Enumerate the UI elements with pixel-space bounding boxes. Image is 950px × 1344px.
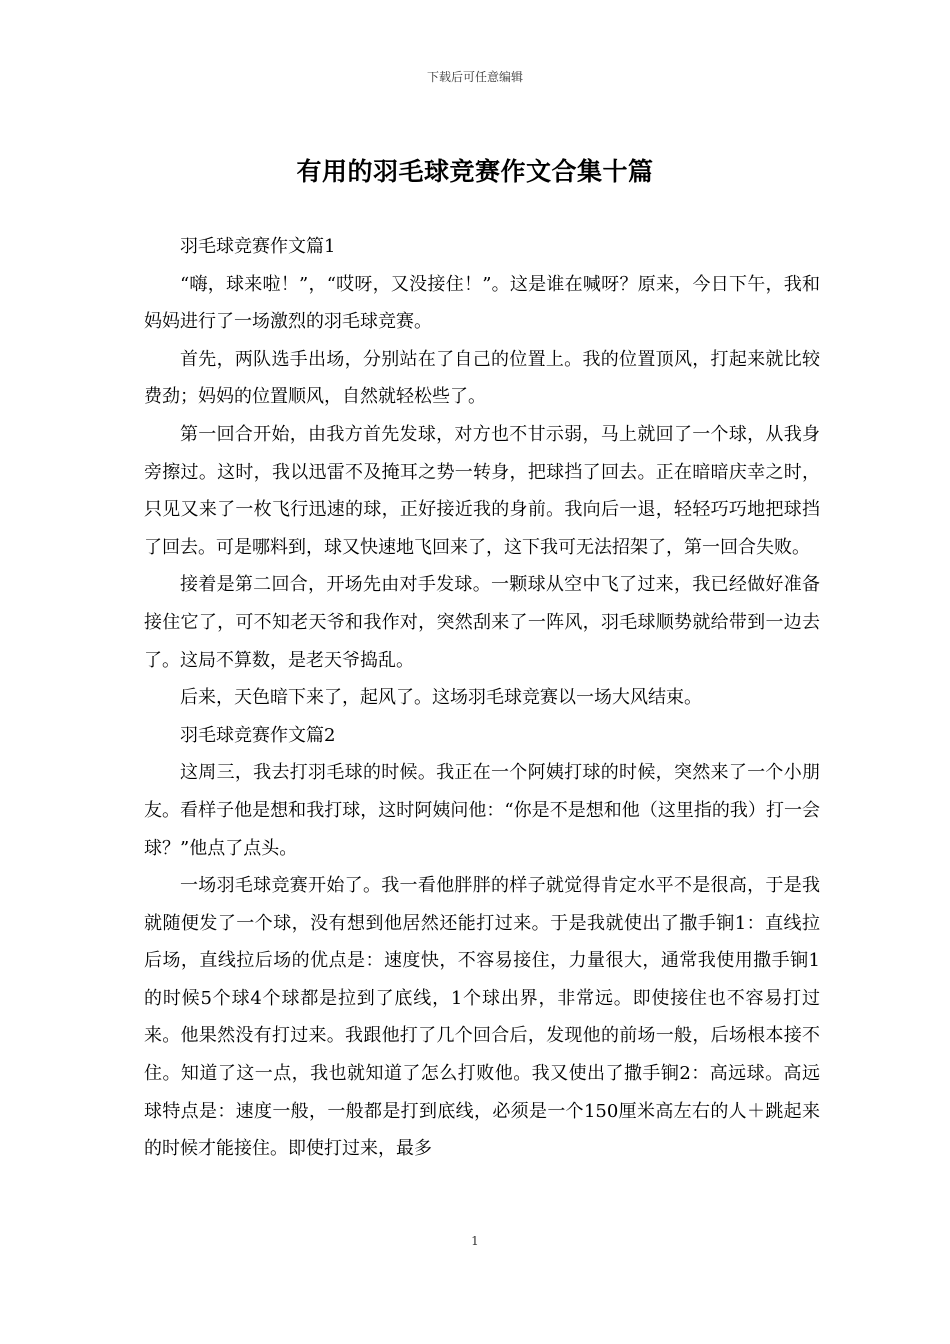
body-paragraph: “嗨，球来啦！”，“哎呀，又没接住！”。这是谁在喊呀？原来，今日下午，我和妈妈进行了一场激烈的羽毛球竞赛。 bbox=[144, 273, 820, 333]
section-heading: 羽毛球竞赛作文篇1 bbox=[180, 236, 336, 257]
body-paragraph: 接着是第二回合，开场先由对手发球。一颗球从空中飞了过来，我已经做好准备接住它了，可不知老天爷和我作对，突然刮来了一阵风，羽毛球顺势就给带到一边去了。这局不算数，是老天爷捣乱。 bbox=[144, 574, 820, 671]
header-note: 下载后可任意编辑 bbox=[426, 70, 523, 84]
document-body bbox=[144, 228, 820, 1168]
section-heading: 羽毛球竞赛作文篇2 bbox=[180, 724, 336, 746]
body-paragraph: 首先，两队选手出场，分别站在了自己的位置上。我的位置顶风，打起来就比较费劲；妈妈的位置顺风，自然就轻松些了。 bbox=[144, 348, 820, 408]
body-paragraph: 一场羽毛球竞赛开始了。我一看他胖胖的样子就觉得肯定水平不是很高，于是我就随便发了一个球，没有想到他居然还能打过来。于是我就使出了撒手锏1：直线拉后场，直线拉后场的优点是：速度快，不容易接住，力量很大，通常我使用撒手锏1的时候5个球4个球都是拉到了底线，1个球出界，非常远。即使接住也不容易打过来。他果然没有打过来。我跟他打了几个回合后，发现他的前场一般，后场根本接不住。知道了这一点，我也就知道了怎么打败他。我又使出了撒手锏2：高远球。高远球特点是：速度一般，一般都是打到底线，必须是一个150厘米高左右的人＋跳起来的时候才能接住。即使打过来，最多 bbox=[144, 875, 820, 1160]
body-paragraph: 后来，天色暗下来了，起风了。这场羽毛球竞赛以一场大风结束。 bbox=[180, 687, 702, 709]
body-paragraph: 第一回合开始，由我方首先发球，对方也不甘示弱，马上就回了一个球，从我身旁擦过。这时，我以迅雷不及掩耳之势一转身，把球挡了回去。正在暗暗庆幸之时，只见又来了一枚飞行迅速的球，正好接近我的身前。我向后一退，轻轻巧巧地把球挡了回去。可是哪料到，球又快速地飞回来了，这下我可无法招架了，第一回合失败。 bbox=[144, 423, 820, 558]
body-paragraph: 这周三，我去打羽毛球的时候。我正在一个阿姨打球的时候，突然来了一个小朋友。看样子他是想和我打球，这时阿姨问他：“你是不是想和他（这里指的我）打一会球？”他点了点头。 bbox=[144, 762, 820, 859]
page-number: 1 bbox=[471, 1234, 479, 1248]
document-title: 有用的羽毛球竞赛作文合集十篇 bbox=[296, 157, 654, 186]
